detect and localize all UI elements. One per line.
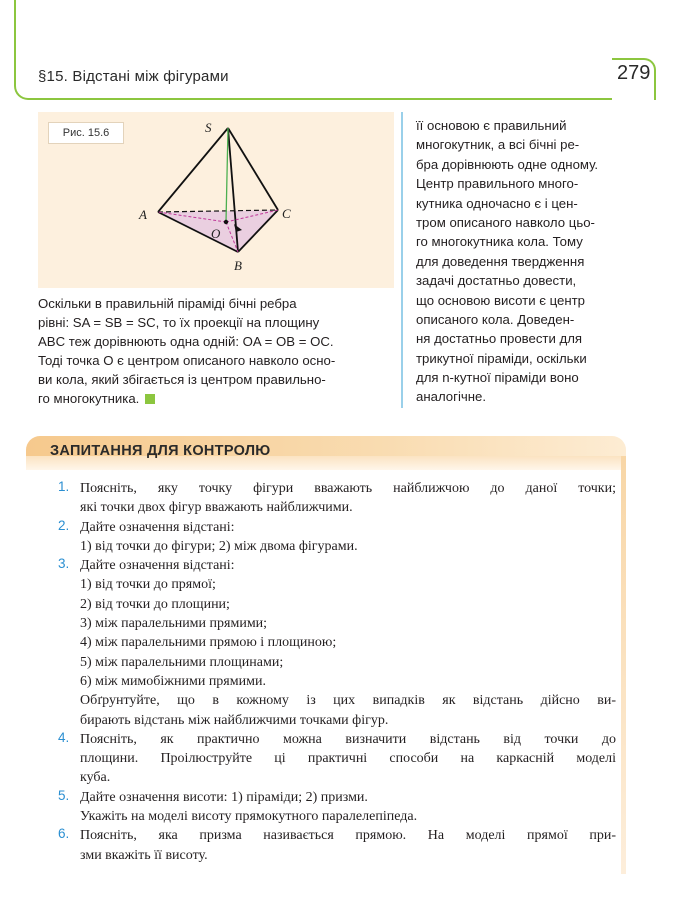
question-line: 5) між паралельними площинами; <box>80 654 284 670</box>
question-line: Обґрунтуйте, що в кожному із цих випадків як відстань дійсно ви- <box>80 693 616 709</box>
right-line: для доведення твердження <box>416 253 585 269</box>
question-number: 3. <box>58 556 70 572</box>
question-item <box>58 518 616 557</box>
question-line: Дайте означення відстані: <box>80 519 235 535</box>
left-line-last <box>38 389 384 408</box>
question-line: зми вкажіть її висоту. <box>80 847 208 863</box>
question-line: Дайте означення відстані: <box>80 558 235 574</box>
question-line: 2) від точки до площини; <box>80 596 230 612</box>
question-number: 1. <box>58 479 70 494</box>
header-frame <box>14 0 650 100</box>
questions-side-bar <box>621 456 626 874</box>
question-line: Поясніть, яку точку фігури вважають найближчою до даної точки; <box>80 481 616 496</box>
question-line: Дайте означення висоти: 1) піраміди; 2) призми. <box>80 789 368 805</box>
question-line: 1) від точки до фігури; 2) між двома фігурами. <box>80 538 358 554</box>
right-paragraph <box>416 116 616 407</box>
label-o: O <box>211 226 221 241</box>
right-line: аналогічне. <box>416 389 487 405</box>
label-s: S <box>205 120 212 135</box>
right-line: тром описаного навколо цьо- <box>416 214 595 230</box>
label-b: B <box>234 258 242 273</box>
question-item <box>58 479 616 518</box>
question-item <box>58 788 616 827</box>
question-line: Поясніть, як практично можна визначити відстань від точки до <box>80 731 616 747</box>
right-line: бра дорівнюють одне одному. <box>416 156 599 172</box>
questions-title: ЗАПИТАННЯ ДЛЯ КОНТРОЛЮ <box>50 443 271 459</box>
column-divider <box>401 112 403 408</box>
question-number: 4. <box>58 729 70 745</box>
left-line: го многокутника. <box>38 391 140 406</box>
question-line: які точки двох фігур вважають найближчими. <box>80 500 353 516</box>
left-paragraph <box>38 294 384 408</box>
right-line: го многокутника кола. Тому <box>416 234 583 250</box>
figure-label: Рис. 15.6 <box>48 122 124 144</box>
right-line: задачі достатньо довести, <box>416 273 577 289</box>
question-item <box>58 826 616 865</box>
right-line: кутника одночасно є і цен- <box>416 195 578 211</box>
left-line: ви кола, який збігається із центром правильно- <box>38 372 326 387</box>
right-line: для n-кутної піраміди воно <box>416 370 579 386</box>
question-item <box>58 730 616 788</box>
question-line: бирають відстань між найближчими точками фігур. <box>80 712 389 728</box>
left-line: Тоді точка O є центром описаного навколо осно- <box>38 353 336 368</box>
right-line: трикутної піраміди, оскільки <box>416 350 587 366</box>
question-line: 6) між мимобіжними прямими. <box>80 673 266 689</box>
question-line: 3) між паралельними прямими; <box>80 616 268 632</box>
right-line: що основою висоти є центр <box>416 292 586 308</box>
question-line: Укажіть на моделі висоту прямокутного паралелепіпеда. <box>80 809 418 825</box>
question-number: 6. <box>58 826 70 842</box>
right-line: многокутник, а всі бічні ре- <box>416 137 580 153</box>
page-number: 279 <box>617 62 651 84</box>
left-line: рівні: SA = SB = SC, то їх проекції на площину <box>38 315 320 330</box>
question-line: 1) від точки до прямої; <box>80 577 216 593</box>
question-number: 2. <box>58 517 70 533</box>
right-line: Центр правильного много- <box>416 176 579 192</box>
question-line: 4) між паралельними прямою і площиною; <box>80 635 337 651</box>
point-o-dot <box>224 220 228 224</box>
left-line: Оскільки в правильній піраміді бічні ребра <box>38 296 297 311</box>
height-so <box>226 128 228 222</box>
question-line: Поясніть, яка призма називається прямою. На моделі прямої при- <box>80 828 616 844</box>
questions-list <box>58 479 616 865</box>
section-title: §15. Відстані між фігурами <box>38 68 229 85</box>
right-line: описаного кола. Доведен- <box>416 311 575 327</box>
edge-sc <box>228 128 278 210</box>
label-c: C <box>282 206 291 221</box>
question-number: 5. <box>58 787 70 803</box>
end-of-proof-icon <box>145 394 155 404</box>
question-line: куба. <box>80 770 111 786</box>
label-a: A <box>139 207 147 222</box>
question-line: площини. Проілюструйте ці практичні способи на каркасній моделі <box>80 751 616 767</box>
left-line: ABC теж дорівнюють одна одній: OA = OB = OC. <box>38 334 334 349</box>
question-item <box>58 556 616 730</box>
right-line: її основою є правильний <box>416 118 567 133</box>
edge-sa <box>158 128 228 212</box>
right-line: ня достатньо провести для <box>416 331 583 347</box>
